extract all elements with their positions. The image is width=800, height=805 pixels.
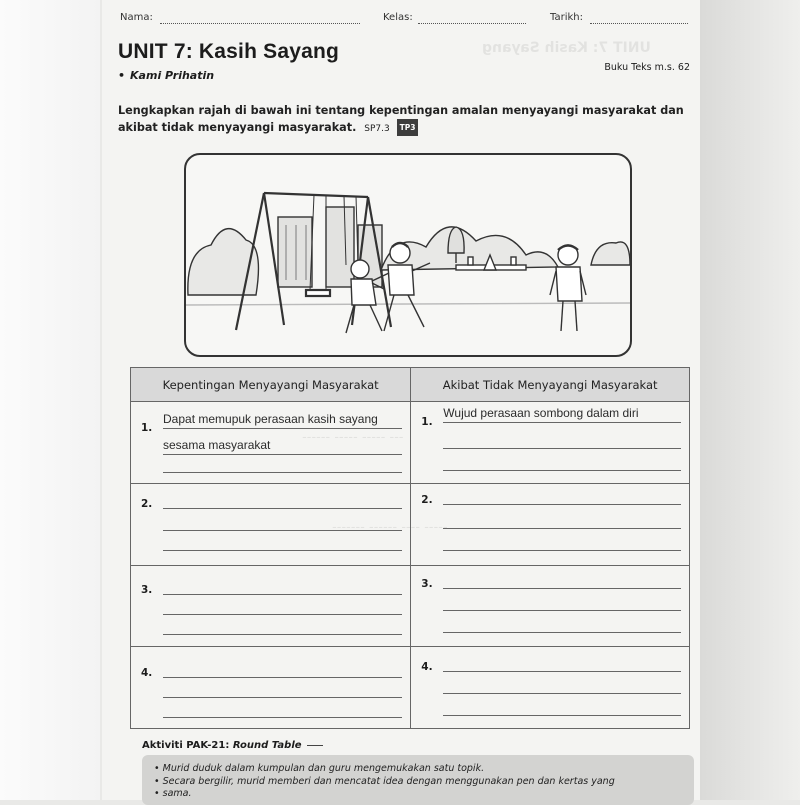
answer-cell-right-2[interactable] [411,483,690,565]
write-line [443,550,681,551]
instruction [118,102,693,138]
watching-boy [550,245,586,331]
table-row [131,402,690,484]
playground-illustration [184,153,632,357]
item-number: 4. [141,667,153,680]
table-row [131,647,690,729]
table-row [131,483,690,565]
answer-cell-right-3[interactable] [411,565,690,647]
activity-box [142,755,694,805]
write-line [163,530,402,531]
answer-text: sesama masyarakat [163,438,271,453]
item-number: 2. [141,497,153,510]
desk-left [0,0,100,800]
bleed-through-text: UNIT 7: Kasih Sayang [482,40,651,56]
tarikh-line [590,23,688,24]
answer-text: Dapat memupuk perasaan kasih sayang [163,412,378,427]
write-line [163,697,402,698]
kelas-line [418,23,526,24]
worksheet-page [102,0,700,800]
write-line [443,504,681,505]
activity-item: • Secara bergilir, murid memberi dan mencatat idea dengan menggunakan pen dan kertas yang [154,776,615,787]
item-number: 3. [141,583,153,596]
level-badge: TP3 [397,119,419,136]
write-line [163,550,402,551]
answer-cell-right-1[interactable] [411,402,690,484]
write-line [163,508,402,509]
item-number: 3. [421,577,433,590]
write-line [163,614,402,615]
textbook-reference: Buku Teks m.s. 62 [604,62,690,73]
write-line [163,717,402,718]
table-row [131,565,690,647]
activity-prefix: Aktiviti PAK-21: [142,740,230,751]
standard-code: SP7.3 [364,124,390,134]
write-line [443,470,681,471]
arrow-icon [307,745,323,746]
write-line [443,671,681,672]
kelas-label: Kelas: [383,12,413,23]
write-line [443,693,681,694]
item-number: 1. [141,422,153,435]
activity-item: • sama. [154,788,192,799]
answer-cell-left-3[interactable] [131,565,411,647]
nama-line [160,23,360,24]
unit-subtitle: • Kami Prihatin [118,69,214,82]
write-line [443,588,681,589]
unit-title: UNIT 7: Kasih Sayang [118,40,340,63]
desk-right [690,0,800,800]
write-line [443,632,681,633]
activity-name: Round Table [232,740,302,751]
write-line [443,528,681,529]
item-number: 1. [421,416,433,429]
bleed-through-text: --- ----- ----- ------ [302,430,404,445]
write-line [163,634,402,635]
write-line [163,472,402,473]
tarikh-label: Tarikh: [550,12,583,23]
column-header-right: Akibat Tidak Menyayangi Masyarakat [411,368,690,402]
write-line [163,428,402,429]
answer-cell-right-4[interactable] [411,647,690,729]
write-line [443,715,681,716]
column-header-left: Kepentingan Menyayangi Masyarakat [131,368,411,402]
bleed-through-text: ----- ---- ------ ------- [332,520,448,535]
write-line [163,677,402,678]
answer-cell-left-2[interactable] [131,483,411,565]
write-line [163,454,402,455]
item-number: 4. [421,661,433,674]
write-line [443,422,681,423]
instruction-text: Lengkapkan rajah di bawah ini tentang kepentingan amalan menyayangi masyarakat dan akibat tidak menyayangi masyarakat. [118,104,684,134]
activity-heading [142,740,302,751]
write-line [163,594,402,595]
write-line [443,448,681,449]
answer-cell-left-4[interactable] [131,647,411,729]
write-line [443,610,681,611]
nama-label: Nama: [120,12,153,23]
answer-text: Wujud perasaan sombong dalam diri [443,406,639,421]
item-number: 2. [421,493,433,506]
answer-cell-left-1[interactable] [131,402,411,484]
answer-table [130,367,690,729]
activity-item: • Murid duduk dalam kumpulan dan guru mengemukakan satu topik. [154,763,484,774]
